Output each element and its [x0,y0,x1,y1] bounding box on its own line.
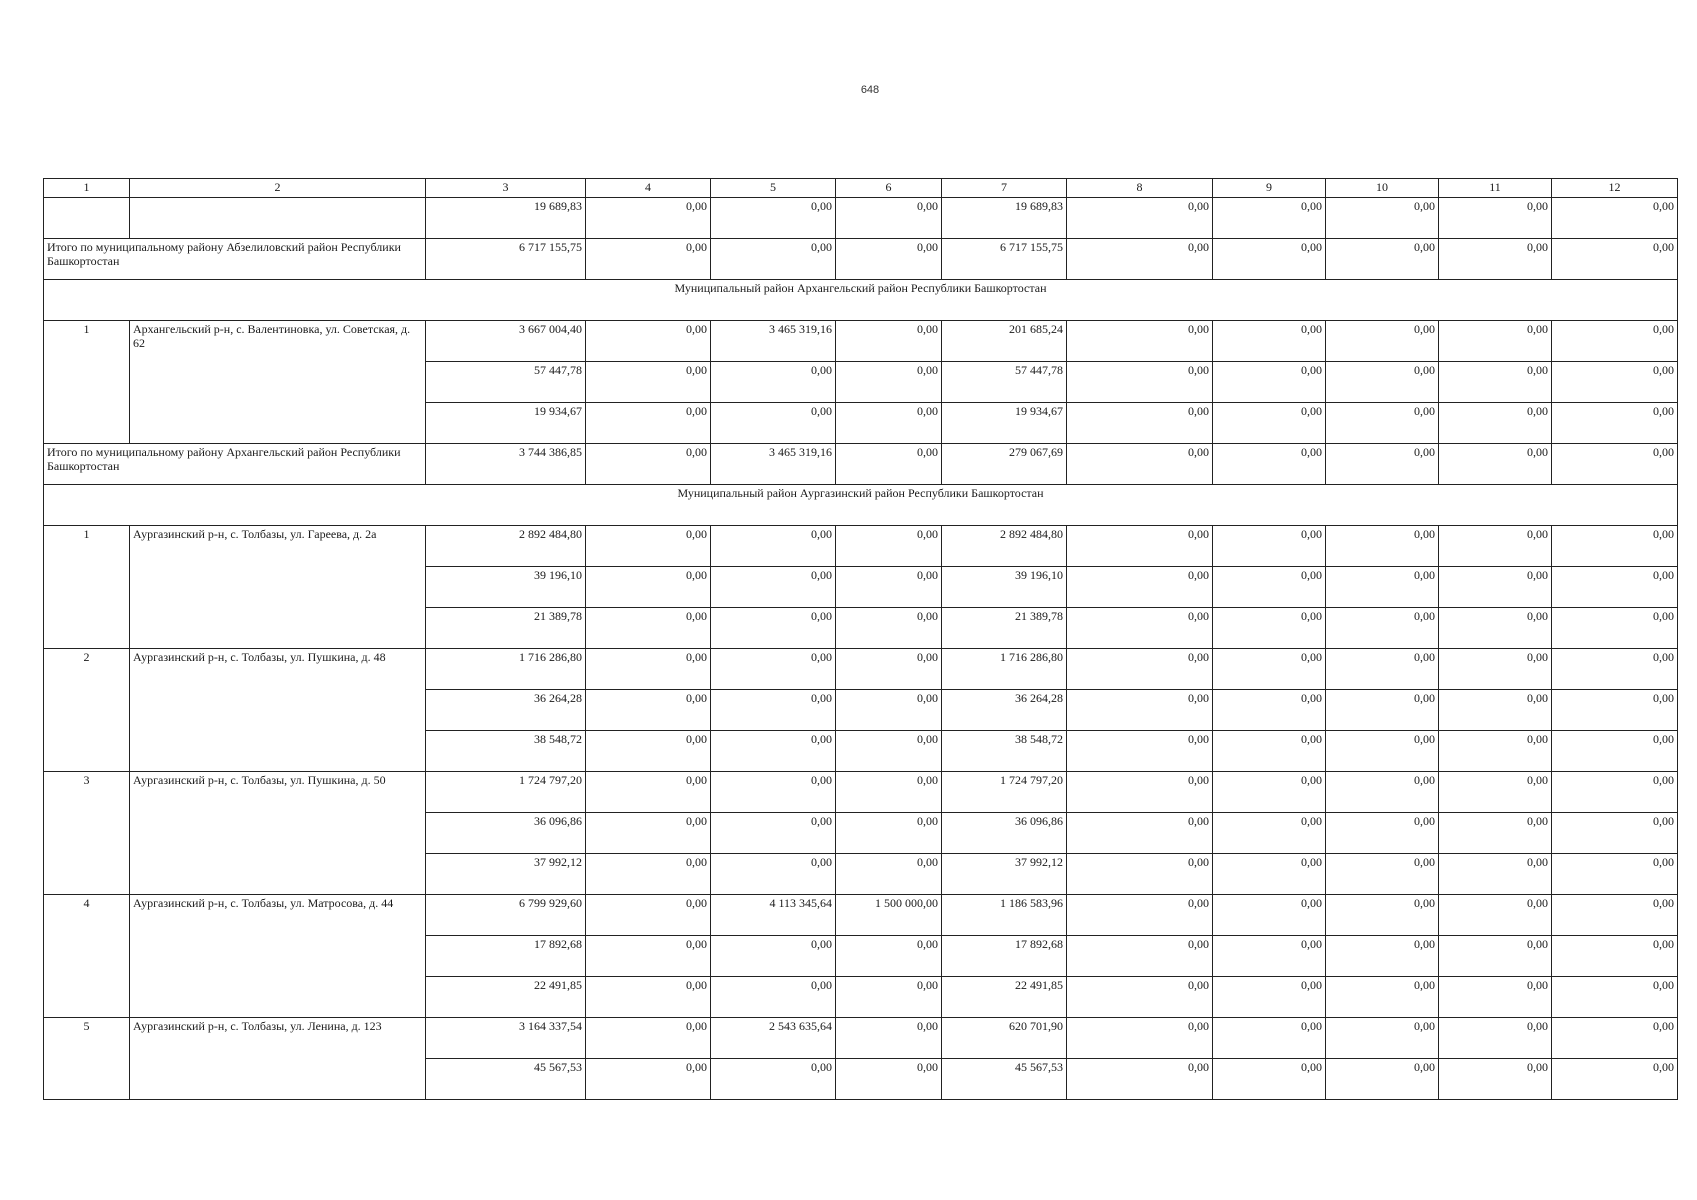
value-cell-col7: 57 447,78 [942,362,1067,403]
value-cell-col9: 0,00 [1213,649,1326,690]
table-row [44,526,1678,567]
value-cell-col4: 0,00 [586,1018,711,1059]
value-cell-col7: 45 567,53 [942,1059,1067,1100]
value-cell-col5: 0,00 [711,690,836,731]
header-cell: 6 [836,179,942,198]
value-cell-col3: 6 799 929,60 [426,895,586,936]
header-row [44,179,1678,198]
value-cell-col3: 36 096,86 [426,813,586,854]
value-cell-col8: 0,00 [1067,321,1213,362]
value-cell-col12: 0,00 [1552,854,1678,895]
value-cell-col5: 0,00 [711,239,836,280]
value-cell-col8: 0,00 [1067,772,1213,813]
value-cell-col6: 0,00 [836,731,942,772]
value-cell-col7: 6 717 155,75 [942,239,1067,280]
value-cell-col6: 0,00 [836,772,942,813]
value-cell-col4: 0,00 [586,690,711,731]
value-cell-col3: 2 892 484,80 [426,526,586,567]
value-cell-col6: 0,00 [836,690,942,731]
value-cell-col7: 37 992,12 [942,854,1067,895]
value-cell-col9: 0,00 [1213,567,1326,608]
total-label: Итого по муниципальному району Абзелиловский район Республики Башкортостан [44,239,426,280]
value-cell-col6: 0,00 [836,977,942,1018]
address-cell: Аургазинский р-н, с. Толбазы, ул. Пушкина, д. 48 [130,649,426,772]
value-cell-col8: 0,00 [1067,567,1213,608]
total-label: Итого по муниципальному району Архангельский район Республики Башкортостан [44,444,426,485]
value-cell-col6: 0,00 [836,198,942,239]
header-cell: 7 [942,179,1067,198]
value-cell-col5: 2 543 635,64 [711,1018,836,1059]
value-cell-col5: 0,00 [711,567,836,608]
row-index: 1 [44,526,130,649]
value-cell-col4: 0,00 [586,895,711,936]
value-cell-col9: 0,00 [1213,608,1326,649]
value-cell-col10: 0,00 [1326,731,1439,772]
address-cell: Аургазинский р-н, с. Толбазы, ул. Гареева, д. 2а [130,526,426,649]
value-cell-col6: 0,00 [836,567,942,608]
value-cell-col11: 0,00 [1439,444,1552,485]
value-cell-col5: 0,00 [711,977,836,1018]
value-cell-col7: 279 067,69 [942,444,1067,485]
value-cell-col4: 0,00 [586,321,711,362]
value-cell-col5: 4 113 345,64 [711,895,836,936]
value-cell-col6: 1 500 000,00 [836,895,942,936]
value-cell-col12: 0,00 [1552,690,1678,731]
value-cell-col6: 0,00 [836,362,942,403]
value-cell-col6: 0,00 [836,854,942,895]
value-cell-col7: 19 689,83 [942,198,1067,239]
value-cell-col3: 45 567,53 [426,1059,586,1100]
value-cell-col9: 0,00 [1213,403,1326,444]
value-cell-col3: 57 447,78 [426,362,586,403]
address-cell: Аургазинский р-н, с. Толбазы, ул. Матросова, д. 44 [130,895,426,1018]
value-cell-col7: 39 196,10 [942,567,1067,608]
value-cell-col11: 0,00 [1439,772,1552,813]
row-index: 2 [44,649,130,772]
value-cell-col7: 620 701,90 [942,1018,1067,1059]
header-cell: 1 [44,179,130,198]
value-cell-col8: 0,00 [1067,198,1213,239]
value-cell-col12: 0,00 [1552,936,1678,977]
value-cell-col11: 0,00 [1439,813,1552,854]
value-cell-col5: 0,00 [711,813,836,854]
table-body [44,179,1678,1100]
value-cell-col10: 0,00 [1326,690,1439,731]
value-cell-col3: 22 491,85 [426,977,586,1018]
value-cell-col9: 0,00 [1213,321,1326,362]
value-cell-col6: 0,00 [836,649,942,690]
value-cell-col10: 0,00 [1326,198,1439,239]
value-cell-col4: 0,00 [586,772,711,813]
value-cell-col4: 0,00 [586,977,711,1018]
value-cell-col4: 0,00 [586,936,711,977]
header-cell: 3 [426,179,586,198]
value-cell-col5: 0,00 [711,649,836,690]
value-cell-col6: 0,00 [836,239,942,280]
value-cell-col9: 0,00 [1213,526,1326,567]
value-cell-col12: 0,00 [1552,362,1678,403]
value-cell-col3: 3 667 004,40 [426,321,586,362]
address-cell: Аургазинский р-н, с. Толбазы, ул. Ленина, д. 123 [130,1018,426,1100]
value-cell-col4: 0,00 [586,567,711,608]
value-cell-col9: 0,00 [1213,1018,1326,1059]
value-cell-col9: 0,00 [1213,362,1326,403]
value-cell-col11: 0,00 [1439,526,1552,567]
table-row [44,198,1678,239]
header-cell: 8 [1067,179,1213,198]
value-cell-col9: 0,00 [1213,895,1326,936]
value-cell-col9: 0,00 [1213,977,1326,1018]
address-cell: Архангельский р-н, с. Валентиновка, ул. Советская, д. 62 [130,321,426,444]
value-cell-col8: 0,00 [1067,854,1213,895]
value-cell-col11: 0,00 [1439,198,1552,239]
value-cell-col7: 1 186 583,96 [942,895,1067,936]
value-cell-col11: 0,00 [1439,936,1552,977]
value-cell-col10: 0,00 [1326,239,1439,280]
row-index: 5 [44,1018,130,1100]
value-cell-col6: 0,00 [836,526,942,567]
value-cell-col8: 0,00 [1067,731,1213,772]
value-cell-col5: 0,00 [711,854,836,895]
value-cell-col3: 39 196,10 [426,567,586,608]
address-cell: Аургазинский р-н, с. Толбазы, ул. Пушкина, д. 50 [130,772,426,895]
value-cell-col11: 0,00 [1439,403,1552,444]
value-cell-col4: 0,00 [586,403,711,444]
value-cell-col9: 0,00 [1213,1059,1326,1100]
value-cell-col10: 0,00 [1326,362,1439,403]
value-cell-col3: 1 724 797,20 [426,772,586,813]
value-cell-col10: 0,00 [1326,649,1439,690]
value-cell-col12: 0,00 [1552,198,1678,239]
header-cell: 4 [586,179,711,198]
value-cell-col7: 17 892,68 [942,936,1067,977]
value-cell-col10: 0,00 [1326,567,1439,608]
value-cell-col12: 0,00 [1552,321,1678,362]
section-title: Муниципальный район Аургазинский район Республики Башкортостан [44,485,1678,526]
value-cell-col12: 0,00 [1552,444,1678,485]
value-cell-col4: 0,00 [586,362,711,403]
row-index [44,198,130,239]
header-cell: 10 [1326,179,1439,198]
value-cell-col10: 0,00 [1326,772,1439,813]
value-cell-col12: 0,00 [1552,895,1678,936]
value-cell-col10: 0,00 [1326,608,1439,649]
value-cell-col12: 0,00 [1552,649,1678,690]
value-cell-col8: 0,00 [1067,403,1213,444]
value-cell-col4: 0,00 [586,198,711,239]
value-cell-col5: 0,00 [711,731,836,772]
value-cell-col8: 0,00 [1067,362,1213,403]
value-cell-col7: 1 716 286,80 [942,649,1067,690]
value-cell-col5: 0,00 [711,403,836,444]
value-cell-col3: 21 389,78 [426,608,586,649]
table-row [44,772,1678,813]
section-row [44,280,1678,321]
value-cell-col9: 0,00 [1213,690,1326,731]
row-index: 4 [44,895,130,1018]
value-cell-col3: 37 992,12 [426,854,586,895]
total-row [44,239,1678,280]
value-cell-col10: 0,00 [1326,526,1439,567]
value-cell-col9: 0,00 [1213,936,1326,977]
value-cell-col8: 0,00 [1067,895,1213,936]
value-cell-col5: 0,00 [711,936,836,977]
value-cell-col3: 36 264,28 [426,690,586,731]
value-cell-col7: 21 389,78 [942,608,1067,649]
value-cell-col3: 3 164 337,54 [426,1018,586,1059]
header-cell: 9 [1213,179,1326,198]
value-cell-col5: 0,00 [711,362,836,403]
value-cell-col10: 0,00 [1326,977,1439,1018]
value-cell-col4: 0,00 [586,444,711,485]
table-row [44,649,1678,690]
value-cell-col5: 0,00 [711,198,836,239]
value-cell-col5: 3 465 319,16 [711,321,836,362]
value-cell-col9: 0,00 [1213,854,1326,895]
header-cell: 5 [711,179,836,198]
value-cell-col10: 0,00 [1326,321,1439,362]
value-cell-col10: 0,00 [1326,936,1439,977]
value-cell-col6: 0,00 [836,1059,942,1100]
value-cell-col11: 0,00 [1439,854,1552,895]
value-cell-col10: 0,00 [1326,403,1439,444]
value-cell-col11: 0,00 [1439,321,1552,362]
value-cell-col3: 3 744 386,85 [426,444,586,485]
value-cell-col11: 0,00 [1439,608,1552,649]
value-cell-col4: 0,00 [586,608,711,649]
value-cell-col6: 0,00 [836,444,942,485]
value-cell-col8: 0,00 [1067,813,1213,854]
header-cell: 2 [130,179,426,198]
value-cell-col8: 0,00 [1067,444,1213,485]
value-cell-col5: 3 465 319,16 [711,444,836,485]
value-cell-col10: 0,00 [1326,854,1439,895]
value-cell-col12: 0,00 [1552,608,1678,649]
value-cell-col12: 0,00 [1552,526,1678,567]
value-cell-col11: 0,00 [1439,1059,1552,1100]
header-cell: 11 [1439,179,1552,198]
value-cell-col7: 2 892 484,80 [942,526,1067,567]
value-cell-col6: 0,00 [836,813,942,854]
value-cell-col11: 0,00 [1439,977,1552,1018]
value-cell-col6: 0,00 [836,321,942,362]
header-cell: 12 [1552,179,1678,198]
section-row [44,485,1678,526]
value-cell-col7: 19 934,67 [942,403,1067,444]
value-cell-col4: 0,00 [586,239,711,280]
value-cell-col3: 19 689,83 [426,198,586,239]
value-cell-col7: 36 264,28 [942,690,1067,731]
value-cell-col8: 0,00 [1067,526,1213,567]
table-row [44,1018,1678,1059]
value-cell-col10: 0,00 [1326,895,1439,936]
value-cell-col4: 0,00 [586,1059,711,1100]
value-cell-col3: 6 717 155,75 [426,239,586,280]
value-cell-col11: 0,00 [1439,649,1552,690]
section-title: Муниципальный район Архангельский район Республики Башкортостан [44,280,1678,321]
value-cell-col11: 0,00 [1439,895,1552,936]
value-cell-col9: 0,00 [1213,772,1326,813]
address-cell [130,198,426,239]
value-cell-col5: 0,00 [711,608,836,649]
value-cell-col12: 0,00 [1552,239,1678,280]
value-cell-col9: 0,00 [1213,813,1326,854]
value-cell-col4: 0,00 [586,813,711,854]
value-cell-col8: 0,00 [1067,690,1213,731]
page-number: 648 [860,84,880,96]
value-cell-col11: 0,00 [1439,362,1552,403]
value-cell-col3: 38 548,72 [426,731,586,772]
value-cell-col6: 0,00 [836,403,942,444]
value-cell-col4: 0,00 [586,649,711,690]
value-cell-col8: 0,00 [1067,1059,1213,1100]
value-cell-col10: 0,00 [1326,813,1439,854]
value-cell-col12: 0,00 [1552,731,1678,772]
table-row [44,321,1678,362]
value-cell-col3: 1 716 286,80 [426,649,586,690]
value-cell-col4: 0,00 [586,731,711,772]
value-cell-col8: 0,00 [1067,1018,1213,1059]
value-cell-col3: 19 934,67 [426,403,586,444]
table-row [44,895,1678,936]
value-cell-col12: 0,00 [1552,1059,1678,1100]
value-cell-col8: 0,00 [1067,239,1213,280]
value-cell-col11: 0,00 [1439,731,1552,772]
value-cell-col8: 0,00 [1067,608,1213,649]
value-cell-col12: 0,00 [1552,977,1678,1018]
value-cell-col9: 0,00 [1213,731,1326,772]
value-cell-col10: 0,00 [1326,444,1439,485]
row-index: 1 [44,321,130,444]
row-index: 3 [44,772,130,895]
value-cell-col11: 0,00 [1439,1018,1552,1059]
value-cell-col7: 36 096,86 [942,813,1067,854]
value-cell-col8: 0,00 [1067,936,1213,977]
value-cell-col12: 0,00 [1552,1018,1678,1059]
value-cell-col12: 0,00 [1552,772,1678,813]
value-cell-col6: 0,00 [836,1018,942,1059]
value-cell-col3: 17 892,68 [426,936,586,977]
value-cell-col7: 1 724 797,20 [942,772,1067,813]
value-cell-col8: 0,00 [1067,977,1213,1018]
value-cell-col6: 0,00 [836,936,942,977]
budget-table [43,178,1678,1100]
value-cell-col11: 0,00 [1439,239,1552,280]
value-cell-col4: 0,00 [586,526,711,567]
value-cell-col9: 0,00 [1213,239,1326,280]
value-cell-col6: 0,00 [836,608,942,649]
value-cell-col9: 0,00 [1213,198,1326,239]
value-cell-col12: 0,00 [1552,567,1678,608]
total-row [44,444,1678,485]
value-cell-col11: 0,00 [1439,567,1552,608]
value-cell-col7: 22 491,85 [942,977,1067,1018]
value-cell-col10: 0,00 [1326,1059,1439,1100]
value-cell-col11: 0,00 [1439,690,1552,731]
value-cell-col5: 0,00 [711,1059,836,1100]
value-cell-col4: 0,00 [586,854,711,895]
value-cell-col5: 0,00 [711,772,836,813]
value-cell-col8: 0,00 [1067,649,1213,690]
value-cell-col5: 0,00 [711,526,836,567]
value-cell-col9: 0,00 [1213,444,1326,485]
value-cell-col7: 201 685,24 [942,321,1067,362]
value-cell-col10: 0,00 [1326,1018,1439,1059]
value-cell-col12: 0,00 [1552,403,1678,444]
value-cell-col7: 38 548,72 [942,731,1067,772]
value-cell-col12: 0,00 [1552,813,1678,854]
